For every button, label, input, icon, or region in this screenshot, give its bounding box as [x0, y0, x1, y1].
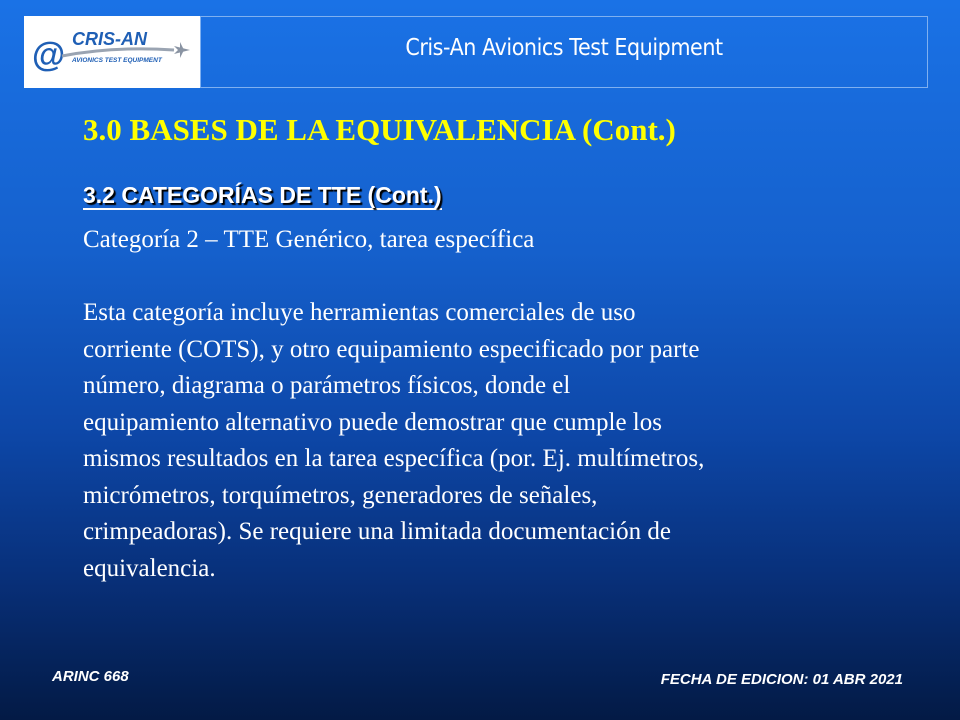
svg-text:@: @	[32, 36, 66, 74]
at-sign-airplane-logo-icon	[24, 16, 200, 88]
section-subtitle	[83, 182, 442, 209]
paragraph-line: equivalencia.	[83, 554, 216, 582]
paragraph-line: número, diagrama o parámetros físicos, donde el	[83, 372, 571, 399]
company-logo	[24, 16, 200, 88]
paragraph-line: corriente (COTS), y otro equipamiento especificado por parte	[83, 335, 700, 363]
category-line: Categoría 2 – TTE Genérico, tarea específica	[83, 226, 535, 253]
paragraph-line: crimpeadoras). Se requiere una limitada documentación de	[83, 518, 671, 545]
paragraph-line: equipamiento alternativo puede demostrar que cumple los	[83, 408, 662, 436]
paragraph-line: micrómetros, torquímetros, generadores de señales,	[83, 481, 598, 509]
slide-title: 3.0 BASES DE LA EQUIVALENCIA (Cont.)	[83, 112, 676, 147]
section-subtitle-text: 3.2 CATEGORÍAS DE TTE (Cont.)	[83, 182, 442, 208]
company-title: Cris-An Avionics Test Equipment	[405, 35, 723, 61]
logo-brand-name: CRIS-AN	[72, 29, 147, 49]
paragraph-line: Esta categoría incluye herramientas comerciales de uso	[83, 299, 636, 326]
header-banner	[200, 16, 928, 88]
footer-standard: ARINC 668	[52, 668, 129, 685]
paragraph-spacer	[83, 259, 883, 296]
description-paragraph	[83, 295, 883, 587]
slide-body	[83, 222, 883, 587]
paragraph-line: mismos resultados en la tarea específica (por. Ej. multímetros,	[83, 445, 705, 472]
logo-tagline: AVIONICS TEST EQUIPMENT	[72, 57, 162, 64]
footer-edition-date: FECHA DE EDICION: 01 ABR 2021	[660, 671, 903, 688]
